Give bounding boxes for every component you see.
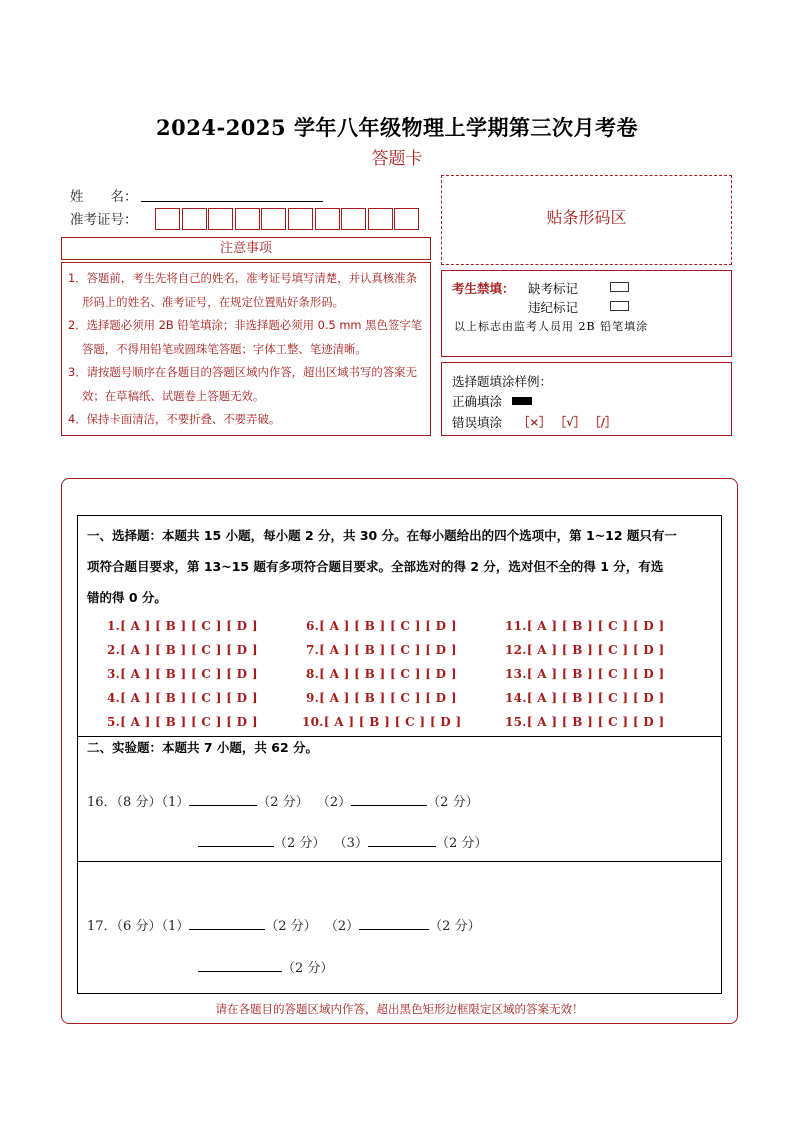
choice-row[interactable] bbox=[107, 667, 258, 681]
notice-item: 4．保持卡面清洁，不要折叠、不要弄破。 bbox=[68, 412, 281, 426]
choice-options[interactable]: [ A ] [ B ] [ C ] [ D ] bbox=[319, 643, 457, 657]
question-number: 6. bbox=[306, 619, 320, 633]
question-number: 14. bbox=[505, 691, 527, 705]
choice-row[interactable] bbox=[107, 715, 258, 729]
question-17-row2 bbox=[198, 957, 333, 976]
choice-row[interactable] bbox=[505, 691, 664, 705]
choice-options[interactable]: [ A ] [ B ] [ C ] [ D ] bbox=[120, 691, 258, 705]
q17-score: （2 分） bbox=[282, 961, 334, 976]
q16-part: （2） bbox=[316, 795, 352, 810]
choice-row[interactable] bbox=[505, 715, 664, 729]
q16-score: （2 分） bbox=[427, 795, 479, 810]
question-number: 10. bbox=[302, 715, 324, 729]
choice-row[interactable] bbox=[505, 667, 664, 681]
question-number: 5. bbox=[107, 715, 121, 729]
q16-blank-3[interactable] bbox=[198, 832, 274, 847]
notice-title: 注意事项 bbox=[61, 237, 431, 260]
choice-row[interactable] bbox=[107, 691, 258, 705]
notice-item: 1．答题前，考生先将自己的姓名，准考证号填写清楚，并认真核准条形码上的姓名、准考证号，在规定位置贴好条形码。 bbox=[68, 271, 417, 309]
section2-title: 二、实验题：本题共 7 小题，共 62 分。 bbox=[87, 740, 319, 755]
exam-id-cell[interactable] bbox=[182, 208, 207, 230]
choice-row[interactable] bbox=[107, 619, 258, 633]
correct-fill-label: 正确填涂 bbox=[452, 394, 503, 409]
notice-item: 2．选择题必须用 2B 铅笔填涂；非选择题必须用 0.5 mm 黑色签字笔答题，不得用铅笔或圆珠笔答题；字体工整、笔迹清晰。 bbox=[68, 318, 423, 356]
forbid-label: 考生禁填： bbox=[452, 281, 515, 296]
exam-id-cell[interactable] bbox=[341, 208, 366, 230]
choice-options[interactable]: [ A ] [ B ] [ C ] [ D ] bbox=[526, 715, 665, 729]
question-16-row2 bbox=[198, 832, 487, 851]
q16-blank-4[interactable] bbox=[368, 832, 436, 847]
choice-row[interactable] bbox=[306, 643, 457, 657]
choice-options[interactable]: [ A ] [ B ] [ C ] [ D ] bbox=[319, 691, 457, 705]
q16-blank-1[interactable] bbox=[189, 791, 257, 806]
choice-options[interactable]: [ A ] [ B ] [ C ] [ D ] bbox=[120, 619, 258, 633]
choice-options[interactable]: [ A ] [ B ] [ C ] [ D ] bbox=[526, 691, 665, 705]
section1-line: 一、选择题：本题共 15 小题，每小题 2 分，共 30 分。在每小题给出的四个选项中，第 1~12 题只有一 bbox=[87, 528, 677, 543]
question-number: 3. bbox=[107, 667, 121, 681]
question-number: 4. bbox=[107, 691, 121, 705]
name-field[interactable] bbox=[141, 201, 323, 202]
exam-id-cell[interactable] bbox=[208, 208, 233, 230]
question-number: 13. bbox=[505, 667, 527, 681]
choice-options[interactable]: [ A ] [ B ] [ C ] [ D ] bbox=[319, 619, 457, 633]
exam-id-cell[interactable] bbox=[394, 208, 419, 230]
violation-label: 违纪标记 bbox=[528, 300, 579, 315]
notice-item: 3．请按题号顺序在各题目的答题区域内作答，超出区域书写的答案无效；在草稿纸、试题卷上答题无效。 bbox=[68, 365, 417, 403]
barcode-label: 贴条形码区 bbox=[546, 208, 627, 227]
choice-options[interactable]: [ A ] [ B ] [ C ] [ D ] bbox=[319, 667, 457, 681]
choice-options[interactable]: [ A ] [ B ] [ C ] [ D ] bbox=[323, 715, 462, 729]
choice-row[interactable] bbox=[505, 643, 664, 657]
section1-line: 错的得 0 分。 bbox=[87, 590, 167, 605]
section-divider bbox=[77, 861, 722, 862]
question-number: 8. bbox=[306, 667, 320, 681]
question-number: 9. bbox=[306, 691, 320, 705]
barcode-area bbox=[441, 175, 732, 265]
q17-head: 17．（6 分）（1） bbox=[87, 919, 190, 934]
wrong-fill-label: 错误填涂 bbox=[452, 415, 503, 430]
exam-id-cell[interactable] bbox=[261, 208, 286, 230]
q16-head: 16．（8 分）（1） bbox=[87, 795, 190, 810]
q16-blank-2[interactable] bbox=[351, 791, 427, 806]
absent-mark[interactable] bbox=[610, 282, 629, 292]
question-number: 15. bbox=[505, 715, 527, 729]
choice-options[interactable]: [ A ] [ B ] [ C ] [ D ] bbox=[526, 619, 665, 633]
q16-score: （2 分） bbox=[257, 795, 309, 810]
q17-score: （2 分） bbox=[429, 919, 481, 934]
forbid-note: 以上标志由监考人员用 2B 铅笔填涂 bbox=[454, 320, 649, 333]
page-title: 2024-2025 学年八年级物理上学期第三次月考卷 bbox=[156, 115, 638, 140]
choice-row[interactable] bbox=[107, 643, 258, 657]
question-number: 7. bbox=[306, 643, 320, 657]
correct-fill-mark bbox=[512, 397, 532, 405]
choice-options[interactable]: [ A ] [ B ] [ C ] [ D ] bbox=[120, 715, 258, 729]
q17-blank-1[interactable] bbox=[189, 915, 265, 930]
q16-score: （2 分） bbox=[435, 836, 488, 851]
question-16-row1 bbox=[87, 791, 479, 810]
choice-row[interactable] bbox=[306, 691, 457, 705]
choice-options[interactable]: [ A ] [ B ] [ C ] [ D ] bbox=[526, 643, 665, 657]
section1-line: 项符合题目要求，第 13~15 题有多项符合题目要求。全部选对的得 2 分，选对但不全的得 1 分，有选 bbox=[87, 559, 664, 574]
fill-sample-box bbox=[441, 362, 732, 436]
name-label: 姓 名： bbox=[70, 189, 138, 205]
exam-id-cell[interactable] bbox=[235, 208, 260, 230]
footer-note: 请在各题目的答题区域内作答，超出黑色矩形边框限定区域的答案无效！ bbox=[215, 1002, 584, 1016]
exam-id-cells[interactable] bbox=[155, 208, 421, 230]
q17-blank-2[interactable] bbox=[359, 915, 429, 930]
choice-row[interactable] bbox=[302, 715, 461, 729]
choice-row[interactable] bbox=[505, 619, 664, 633]
exam-id-label: 准考证号： bbox=[70, 212, 138, 228]
exam-id-cell[interactable] bbox=[288, 208, 313, 230]
choice-options[interactable]: [ A ] [ B ] [ C ] [ D ] bbox=[526, 667, 665, 681]
q17-part: （2） bbox=[324, 919, 360, 934]
exam-id-cell[interactable] bbox=[155, 208, 180, 230]
choice-row[interactable] bbox=[306, 619, 457, 633]
forbid-box bbox=[441, 270, 732, 357]
question-number: 2. bbox=[107, 643, 121, 657]
question-number: 11. bbox=[505, 619, 527, 633]
question-17-row1 bbox=[87, 915, 481, 934]
q16-score: （2 分） bbox=[274, 836, 326, 851]
fill-sample-title: 选择题填涂样例： bbox=[452, 374, 553, 389]
page-subtitle: 答题卡 bbox=[371, 149, 423, 169]
question-number: 12. bbox=[505, 643, 527, 657]
question-number: 1. bbox=[107, 619, 121, 633]
wrong-fill-marks: ［×］ ［√］ ［/］ bbox=[518, 415, 617, 429]
exam-id-cell[interactable] bbox=[368, 208, 393, 230]
q17-blank-3[interactable] bbox=[198, 957, 282, 972]
notice-box bbox=[61, 262, 431, 436]
choice-row[interactable] bbox=[306, 667, 457, 681]
q17-score: （2 分） bbox=[265, 919, 317, 934]
q16-part: （3） bbox=[333, 836, 368, 851]
violation-mark[interactable] bbox=[610, 301, 629, 311]
choice-options[interactable]: [ A ] [ B ] [ C ] [ D ] bbox=[120, 643, 258, 657]
exam-id-cell[interactable] bbox=[315, 208, 340, 230]
choice-options[interactable]: [ A ] [ B ] [ C ] [ D ] bbox=[120, 667, 258, 681]
absent-label: 缺考标记 bbox=[528, 281, 579, 296]
